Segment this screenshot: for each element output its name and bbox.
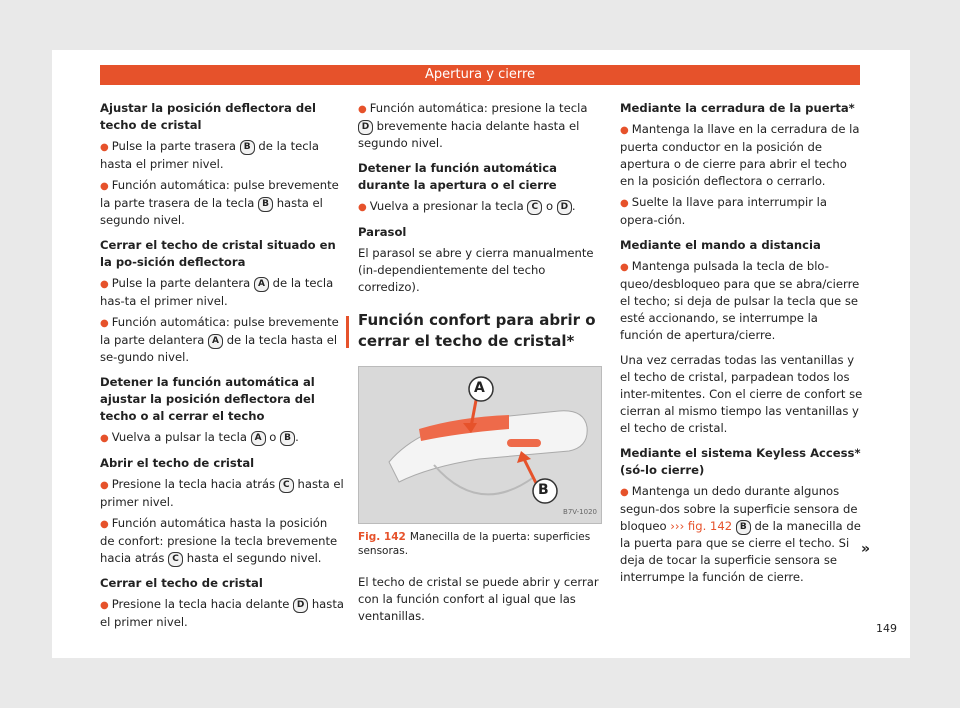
key-badge: D: [358, 120, 373, 135]
key-badge: A: [254, 277, 269, 292]
key-badge: A: [208, 334, 223, 349]
heading: Mediante el sistema Keyless Access* (só-lo cierre): [620, 446, 861, 477]
paragraph: Una vez cerradas todas las ventanillas y el techo de cristal, parpadean todos los inter-mitentes. Con el cierre de confort se cierran al mismo tiempo las ventanillas y el techo de cristal.: [620, 353, 863, 435]
bullet: ● Función automática hasta la posición de confort: presione la tecla brevemente hacia atrás C hasta el segundo nivel.: [100, 516, 338, 565]
heading: Cerrar el techo de cristal: [100, 576, 263, 590]
key-badge: B: [258, 197, 273, 212]
page-header: Apertura y cierre: [100, 65, 860, 85]
paragraph: El parasol se abre y cierra manualmente (in-dependientemente del techo corredizo).: [358, 246, 594, 294]
key-badge: C: [168, 552, 183, 567]
section-title: Función confort para abrir o cerrar el techo de cristal*: [358, 310, 602, 352]
bullet: ● Pulse la parte trasera B de la tecla hasta el primer nivel.: [100, 139, 319, 171]
key-badge: A: [251, 431, 266, 446]
figure-code: B7V-1020: [563, 508, 597, 516]
figure-label-a: A: [474, 380, 485, 396]
heading: Detener la función automática durante la apertura o el cierre: [358, 161, 557, 192]
bullet: ● Vuelva a pulsar la tecla A o B .: [100, 430, 299, 444]
key-badge: C: [279, 478, 294, 493]
bullet: ● Función automática: pulse brevemente la parte trasera de la tecla B hasta el segundo nivel.: [100, 178, 339, 227]
bullet: ● Vuelva a presionar la tecla C o D .: [358, 199, 576, 213]
bullet: ● Presione la tecla hacia delante D hasta el primer nivel.: [100, 597, 344, 629]
paragraph: El techo de cristal se puede abrir y cerrar con la función confort al igual que las ventanillas.: [358, 575, 599, 623]
column-2: [358, 100, 602, 633]
column-3: [620, 100, 864, 590]
heading: Mediante la cerradura de la puerta*: [620, 101, 855, 115]
key-badge: D: [293, 598, 308, 613]
continue-arrow: »: [861, 541, 871, 557]
column-1: [100, 100, 344, 635]
bullet: ● Mantenga la llave en la cerradura de la puerta conductor en la posición de apertura o de cierre para abrir el techo en la posición deflectora o cerrarlo.: [620, 122, 860, 188]
bullet: ● Pulse la parte delantera A de la tecla has-ta el primer nivel.: [100, 276, 334, 308]
heading: Detener la función automática al ajustar la posición deflectora del techo o al cerrar el techo: [100, 375, 315, 423]
bullet: ● Función automática: presione la tecla D brevemente hacia delante hasta el segundo nivel.: [358, 101, 588, 150]
figure-label-b: B: [538, 482, 549, 498]
heading: Ajustar la posición deflectora del techo de cristal: [100, 101, 317, 132]
bullet: ● Mantenga un dedo durante algunos segun-dos sobre la superficie sensora de bloqueo ››› fig. 142 B de la manecilla de la puerta para que se cierre el techo. Si deja de tocar la superficie sensora se interrumpe la función de cierre.: [620, 484, 861, 584]
heading: Cerrar el techo de cristal situado en la po-sición deflectora: [100, 238, 336, 269]
key-badge: D: [557, 200, 572, 215]
bullet: ● Mantenga pulsada la tecla de blo-queo/desbloqueo para que se abra/cierre el techo; si deja de pulsar la tecla que se esté accionando, se interrumpe la función de apertura/cierre.: [620, 259, 860, 342]
heading: Parasol: [358, 225, 407, 239]
bullet: ● Presione la tecla hacia atrás C hasta el primer nivel.: [100, 477, 344, 509]
door-handle-figure: [358, 366, 602, 524]
key-badge: B: [736, 520, 751, 535]
key-badge: B: [240, 140, 255, 155]
heading: Mediante el mando a distancia: [620, 238, 821, 252]
heading: Abrir el techo de cristal: [100, 456, 255, 470]
figure-reference-link[interactable]: ››› fig. 142: [670, 519, 736, 533]
bullet: ● Suelte la llave para interrumpir la opera-ción.: [620, 195, 827, 227]
key-badge: C: [527, 200, 542, 215]
figure-caption: Fig. 142 Manecilla de la puerta: superficies sensoras.: [358, 531, 591, 557]
page-number: 149: [876, 622, 897, 635]
bullet: ● Función automática: pulse brevemente la parte delantera A de la tecla hasta el se-gundo nivel.: [100, 315, 339, 364]
key-badge: B: [280, 431, 295, 446]
